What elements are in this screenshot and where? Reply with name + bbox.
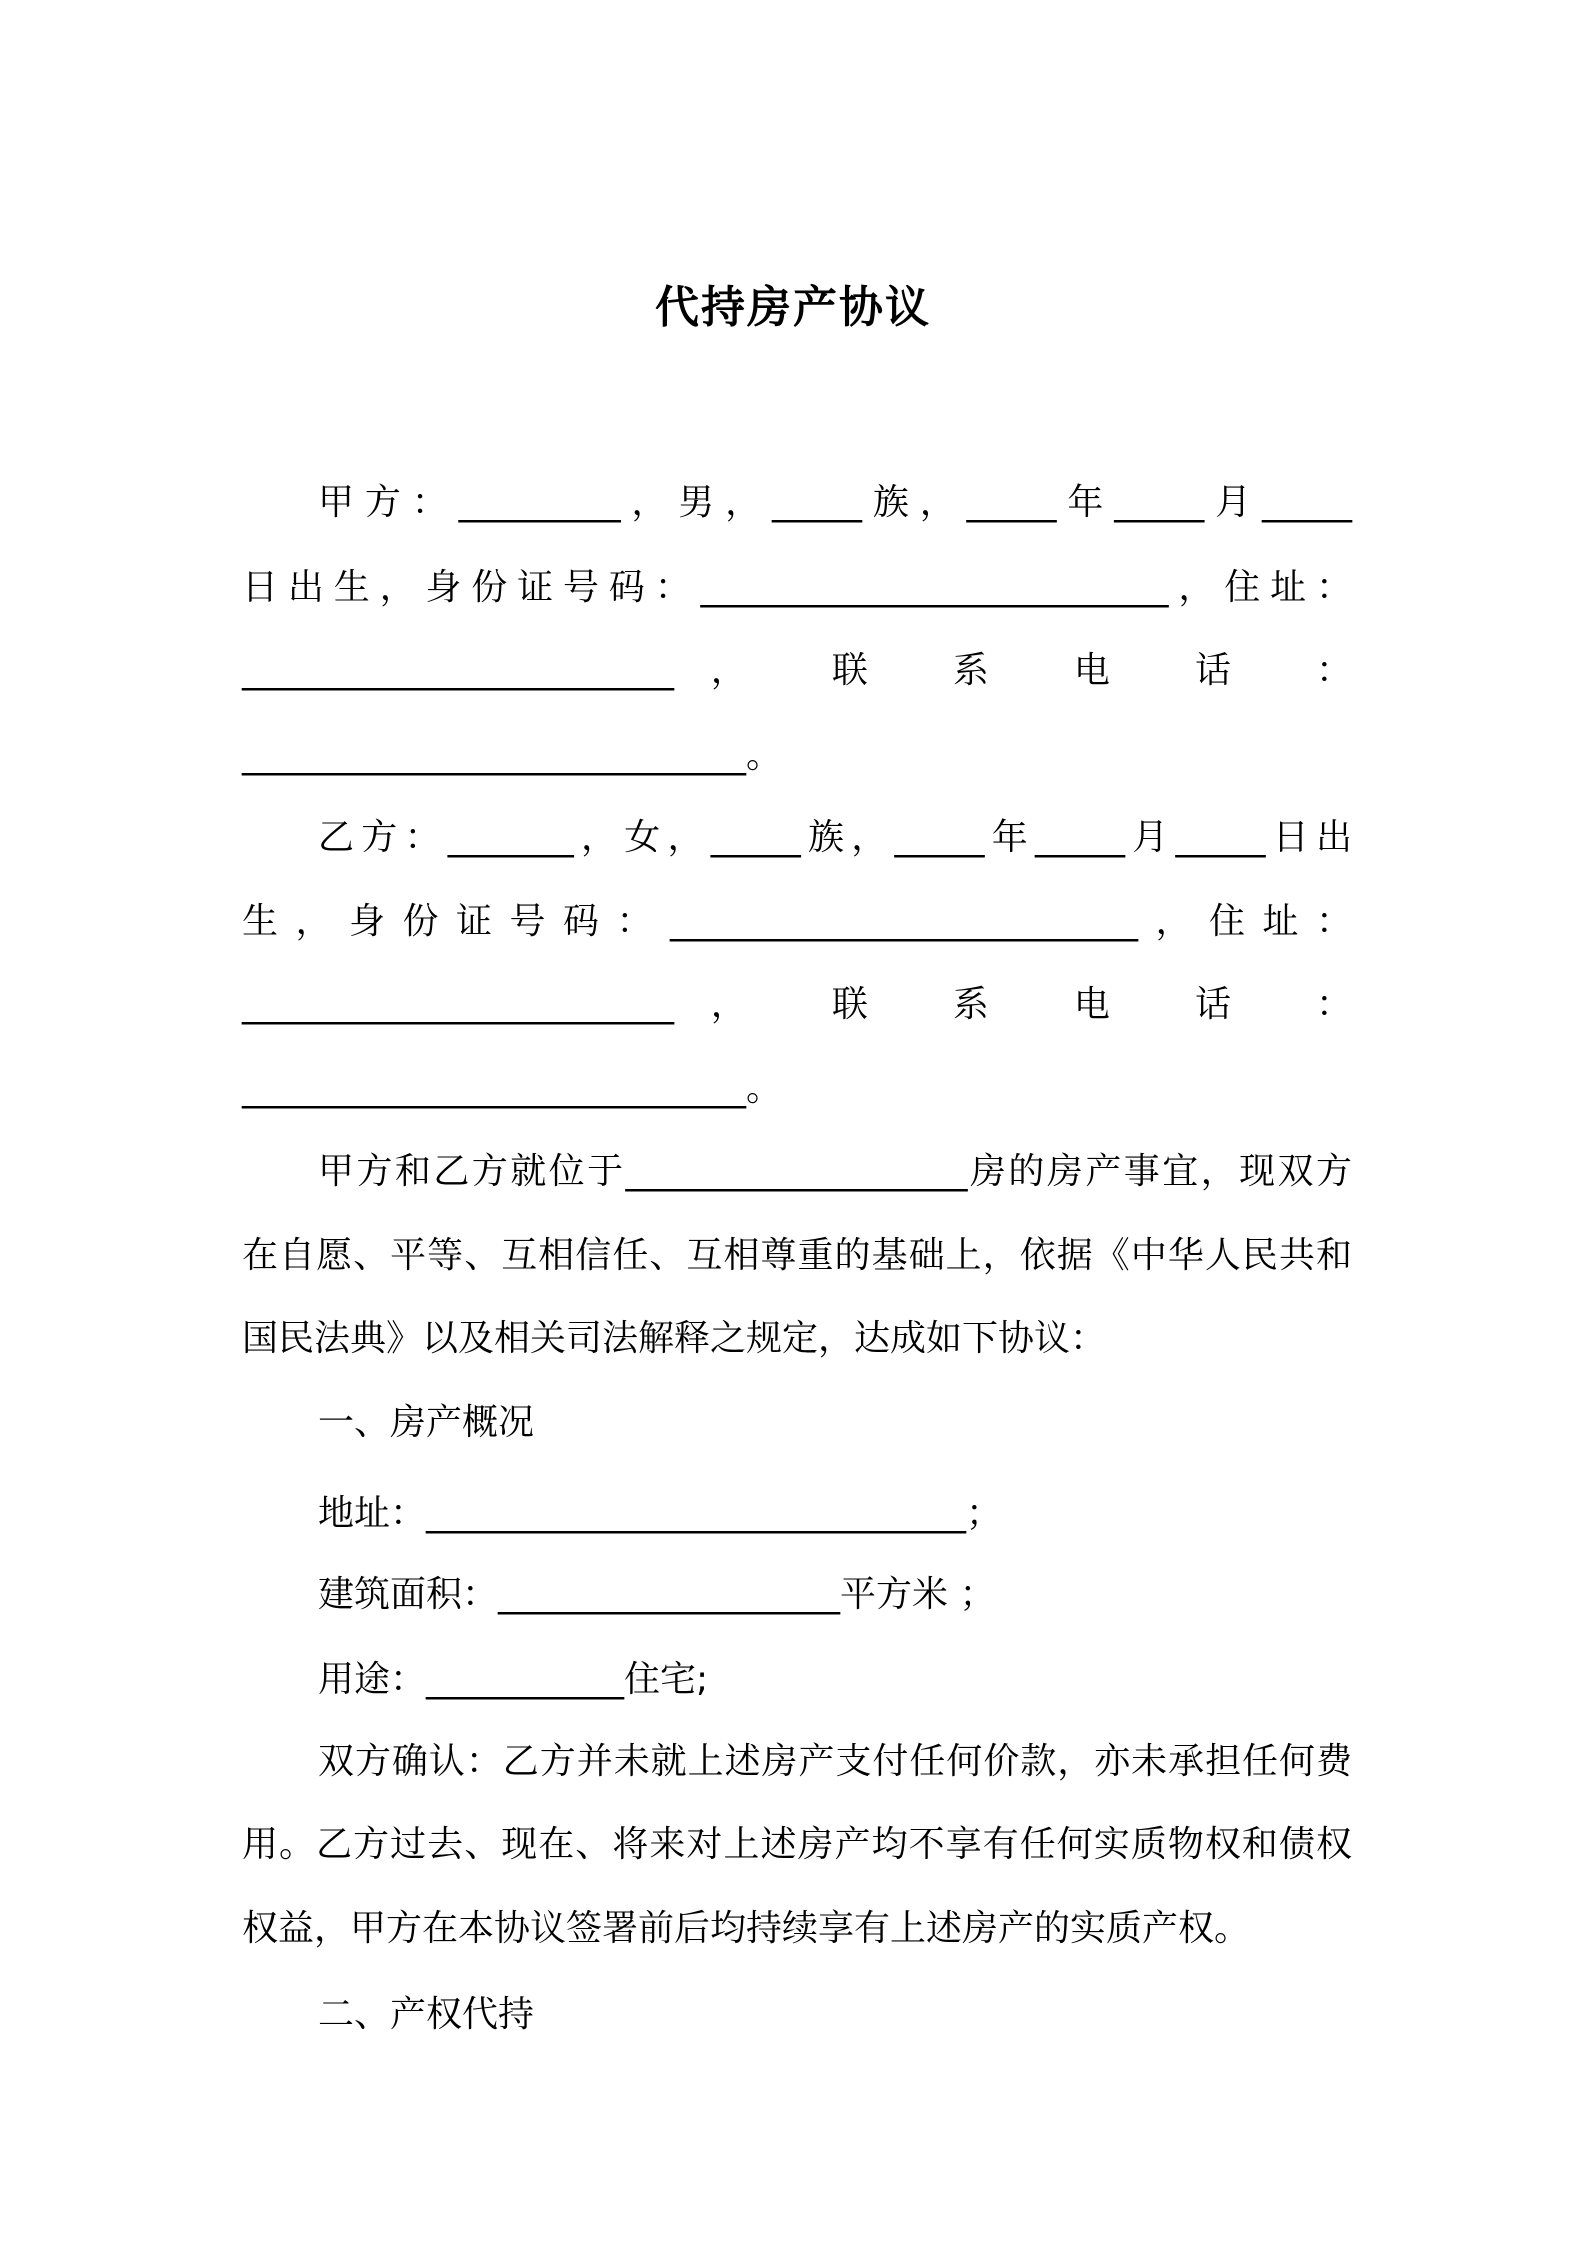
- document-title: 代持房产协议: [655, 282, 931, 333]
- preamble-line-2: 在自愿、平等、互相信任、互相尊重的基础上，依据《中华人民共和: [242, 1235, 1352, 1276]
- section-2-heading: 二、产权代持: [318, 1994, 535, 2035]
- party-b-line-1: 乙方：_______，女，_____族，_____年_____月_____日出: [318, 817, 1352, 858]
- party-b-line-4: ____________________________。: [242, 1068, 782, 1109]
- section-1-heading: 一、房产概况: [318, 1402, 535, 1443]
- preamble-line-3: 国民法典》以及相关司法解释之规定，达成如下协议：: [242, 1318, 1107, 1359]
- party-a-line-1: 甲方：_________，男，_____族，_____年_____月_____: [318, 482, 1352, 523]
- confirm-line-2: 用。乙方过去、现在、将来对上述房产均不享有任何实质物权和债权: [242, 1824, 1352, 1865]
- property-address-field: 地址：______________________________；: [318, 1493, 1003, 1534]
- preamble-line-1: 甲方和乙方就位于___________________房的房产事宜，现双方: [318, 1151, 1352, 1192]
- party-a-line-2: 日出生，身份证号码：__________________________，住址：: [242, 567, 1352, 608]
- confirm-line-1: 双方确认：乙方并未就上述房产支付任何价款，亦未承担任何费: [318, 1741, 1352, 1782]
- party-a-line-4: ____________________________。: [242, 735, 782, 776]
- party-b-line-3: ________________________， 联 系 电 话 ：: [242, 984, 1352, 1025]
- property-usage-field: 用途：___________住宅;: [318, 1659, 709, 1700]
- confirm-line-3: 权益，甲方在本协议签署前后均持续享有上述房产的实质产权。: [242, 1908, 1251, 1949]
- property-area-field: 建筑面积：___________________平方米 ；: [318, 1574, 996, 1615]
- party-b-line-2: 生，身份证号码：__________________________，住址：: [242, 901, 1352, 942]
- party-a-line-3: ________________________， 联 系 电 话 ：: [242, 650, 1352, 691]
